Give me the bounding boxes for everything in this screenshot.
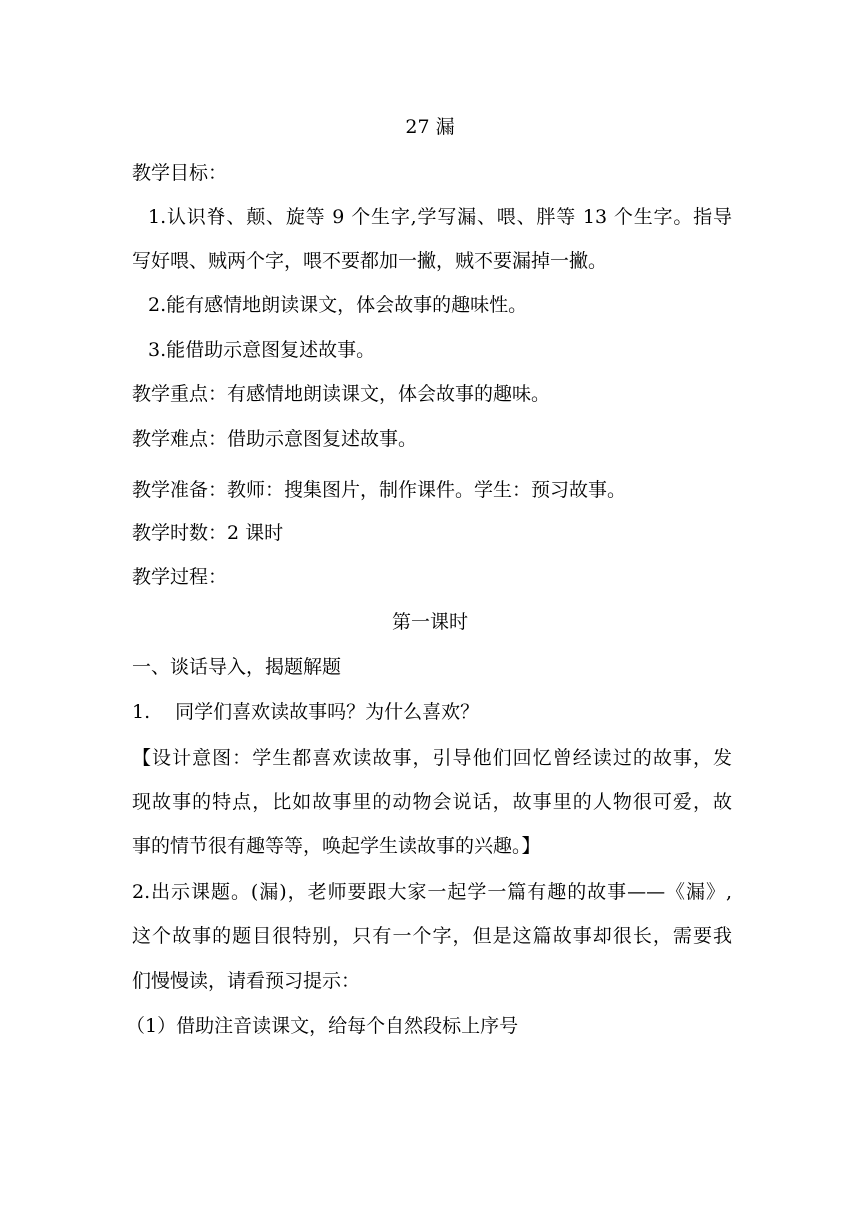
- first-lesson-title: 第一课时: [391, 611, 468, 633]
- key-point: 教学重点：有感情地朗读课文，体会故事的趣味。: [132, 383, 551, 405]
- tip-1: （1）借助注音读课文，给每个自然段标上序号: [126, 1015, 519, 1037]
- item-2-line-3: 们慢慢读，请看预习提示：: [132, 970, 361, 992]
- difficulty: 教学难点：借助示意图复述故事。: [132, 428, 418, 450]
- objectives-heading: 教学目标：: [132, 162, 228, 184]
- preparation: 教学准备：教师：搜集图片，制作课件。学生：预习故事。: [132, 479, 627, 501]
- lesson-title: 27 漏: [405, 116, 455, 138]
- process-heading: 教学过程：: [132, 566, 228, 588]
- teaching-hours: 教学时数：2 课时: [132, 522, 284, 544]
- objective-2: 2.能有感情地朗读课文，体会故事的趣味性。: [148, 294, 528, 316]
- objective-1-line-1: 1.认识脊、颠、旋等 9 个生字,学写漏、喂、胖等 13 个生字。指导: [148, 206, 732, 228]
- objective-1-line-2: 写好喂、贼两个字，喂不要都加一撇，贼不要漏掉一撇。: [132, 250, 608, 272]
- objective-3: 3.能借助示意图复述故事。: [148, 339, 376, 361]
- design-intent-line-3: 事的情节很有趣等等，唤起学生读故事的兴趣。】: [132, 835, 541, 857]
- item-2-line-2: 这个故事的题目很特别，只有一个字，但是这篇故事却很长，需要我: [132, 925, 732, 947]
- design-intent-line-1: 【设计意图：学生都喜欢读故事，引导他们回忆曾经读过的故事，发: [132, 747, 732, 769]
- item-2-line-1: 2.出示课题。(漏)，老师要跟大家一起学一篇有趣的故事——《漏》,: [132, 881, 732, 903]
- design-intent-line-2: 现故事的特点，比如故事里的动物会说话，故事里的人物很可爱，故: [132, 791, 732, 813]
- item-1: 1. 同学们喜欢读故事吗？为什么喜欢？: [132, 701, 480, 723]
- section-1-heading: 一、谈话导入，揭题解题: [132, 656, 342, 678]
